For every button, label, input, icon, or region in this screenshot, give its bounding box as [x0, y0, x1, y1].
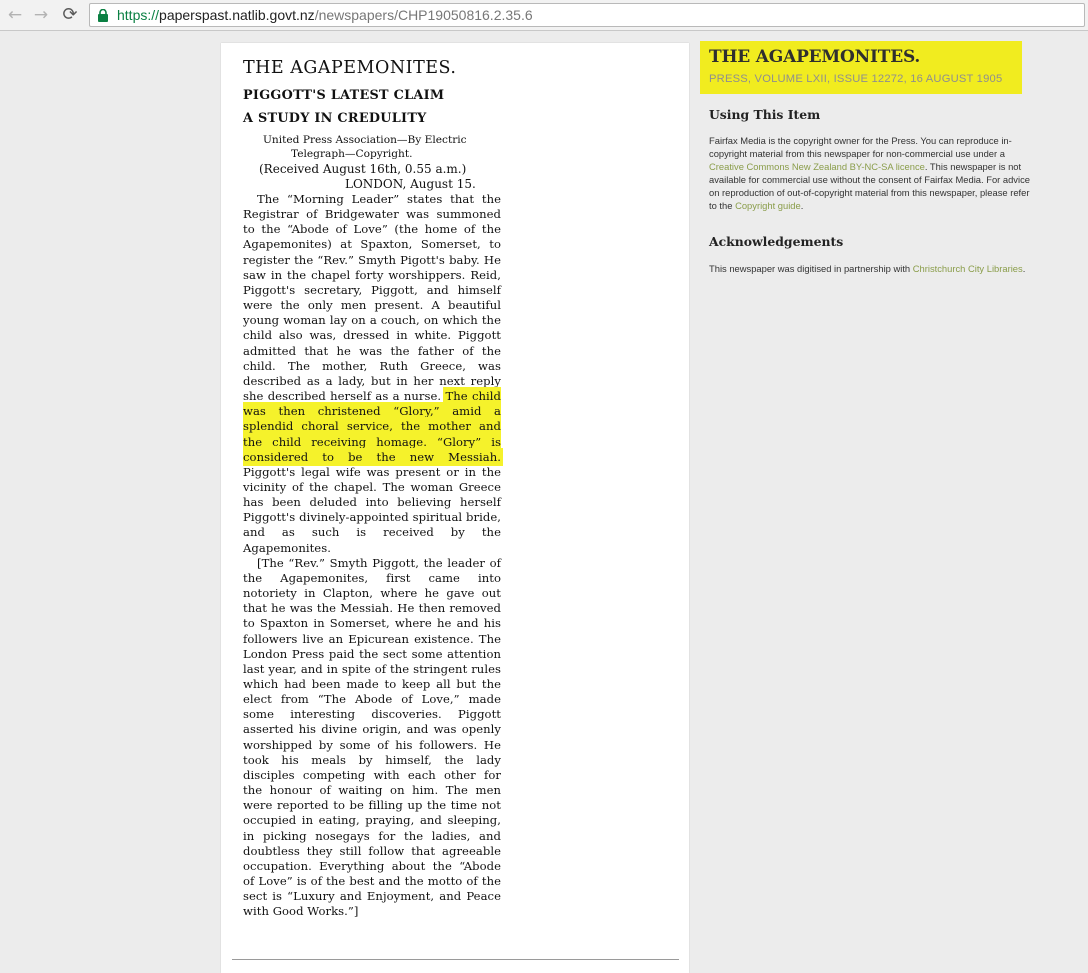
scan-subheading-1: PIGGOTT'S LATEST CLAIM	[243, 88, 445, 103]
scan-dateline: LONDON, August 15.	[345, 177, 476, 191]
using-this-item-heading: Using This Item	[709, 107, 821, 122]
url-text[interactable]	[117, 7, 533, 23]
cc-licence-link[interactable]: Creative Commons New Zealand BY-NC-SA licence	[709, 161, 925, 172]
scan-subheading-2: A STUDY IN CREDULITY	[243, 111, 427, 126]
christchurch-libraries-link[interactable]: Christchurch City Libraries	[912, 263, 1023, 274]
using-this-item-text	[709, 134, 1039, 212]
using-text-1: Fairfax Media is the copyright owner for the Press. You can reproduce in-copyright material from this newspaper for non-commercial use under a	[709, 135, 1012, 159]
using-text-2: . This newspaper is not available for commercial use without the consent of Fairfax Media. For advice on reproduction of out-of-copyright material from this newspaper, please refer to the	[709, 161, 1030, 211]
browser-toolbar	[0, 0, 1088, 31]
address-bar[interactable]	[89, 3, 1085, 27]
forward-arrow-icon[interactable]: →	[33, 5, 49, 25]
para1-after: Piggott's legal wife was present or in the vicinity of the chapel. The woman Greece has been deluded into believing herself Piggott's divinely-appointed spiritual bride, and as such is received by the Agapemonites.	[243, 464, 501, 555]
search-highlight: The child was then christened “Glory,” amid a splendid choral service, the mother and the child receiving homage. “Glory” is considered to be the new Messiah.	[243, 389, 501, 464]
article-source[interactable]: PRESS, VOLUME LXII, ISSUE 12272, 16 AUGUST 1905	[709, 73, 1003, 85]
url-scheme: https://	[117, 7, 160, 23]
para1-before: The “Morning Leader” states that the Registrar of Bridgewater was summoned to the “Abode of Love” (the home of the Agapemonites) at Spaxton, Somerset, to register the “Rev.” Smyth Pigott's baby. He saw in the chapel forty worshippers. Reid, Piggott's secretary, Piggott, and himself were the only men present. A beautiful young woman lay on a couch, on which the child also was, dressed in white. Piggott admitted that he was the father of the child. The mother, Ruth Greece, was described as a lady, but in her next reply she described herself as a nurse.	[243, 192, 501, 404]
acknowledgements-text	[709, 262, 1039, 275]
scan-byline-2: Telegraph—Copyright.	[291, 148, 413, 160]
acknowledgements-heading: Acknowledgements	[709, 234, 844, 249]
ack-text: This newspaper was digitised in partnership with	[709, 263, 913, 274]
scan-bottom-divider	[232, 959, 679, 960]
copyright-guide-link[interactable]: Copyright guide	[735, 200, 801, 211]
newspaper-scan	[221, 43, 689, 973]
scan-paragraph-2: [The “Rev.” Smyth Piggott, the leader of the Agapemonites, first came into notoriety in Clapton, where he gave out that he was the Messiah. He then removed to Spaxton in Somerset, where he and his followers live an Epicurean existence. The London Press paid the sect some attention last year, and in spite of the stringent rules which had been made to keep all but the elect from “The Abode of Love,” made some interesting discoveries. Piggott asserted his divine origin, and was openly worshipped by some of his followers. He took his meals by himself, the lady disciples competing with each other for the honour of waiting on him. The men were reported to be filling up the time not occupied in eating, praying, and sleeping, in picking nosegays for the ladies, and doubtless they still follow that agreeable occupation. Everything about the “Abode of Love” is of the best and the motto of the sect is “Luxury and Enjoyment, and Peace with Good Works.”]	[243, 555, 501, 919]
reload-icon[interactable]: ⟳	[62, 4, 78, 25]
scan-received-line: (Received August 16th, 0.55 a.m.)	[259, 162, 467, 176]
article-title: THE AGAPEMONITES.	[709, 47, 921, 67]
ack-text-end: .	[1022, 263, 1026, 274]
article-scan-text	[243, 57, 501, 920]
back-arrow-icon[interactable]: ←	[7, 5, 23, 25]
scan-paragraph-1	[243, 192, 501, 556]
scan-headline: THE AGAPEMONITES.	[243, 58, 457, 78]
url-host: paperspast.natlib.govt.nz	[159, 7, 315, 23]
lock-icon	[97, 9, 109, 22]
using-text-3: .	[800, 200, 804, 211]
url-path: /newspapers/CHP19050816.2.35.6	[314, 7, 533, 23]
article-title-box	[700, 41, 1022, 94]
scan-byline-1: United Press Association—By Electric	[263, 134, 467, 146]
